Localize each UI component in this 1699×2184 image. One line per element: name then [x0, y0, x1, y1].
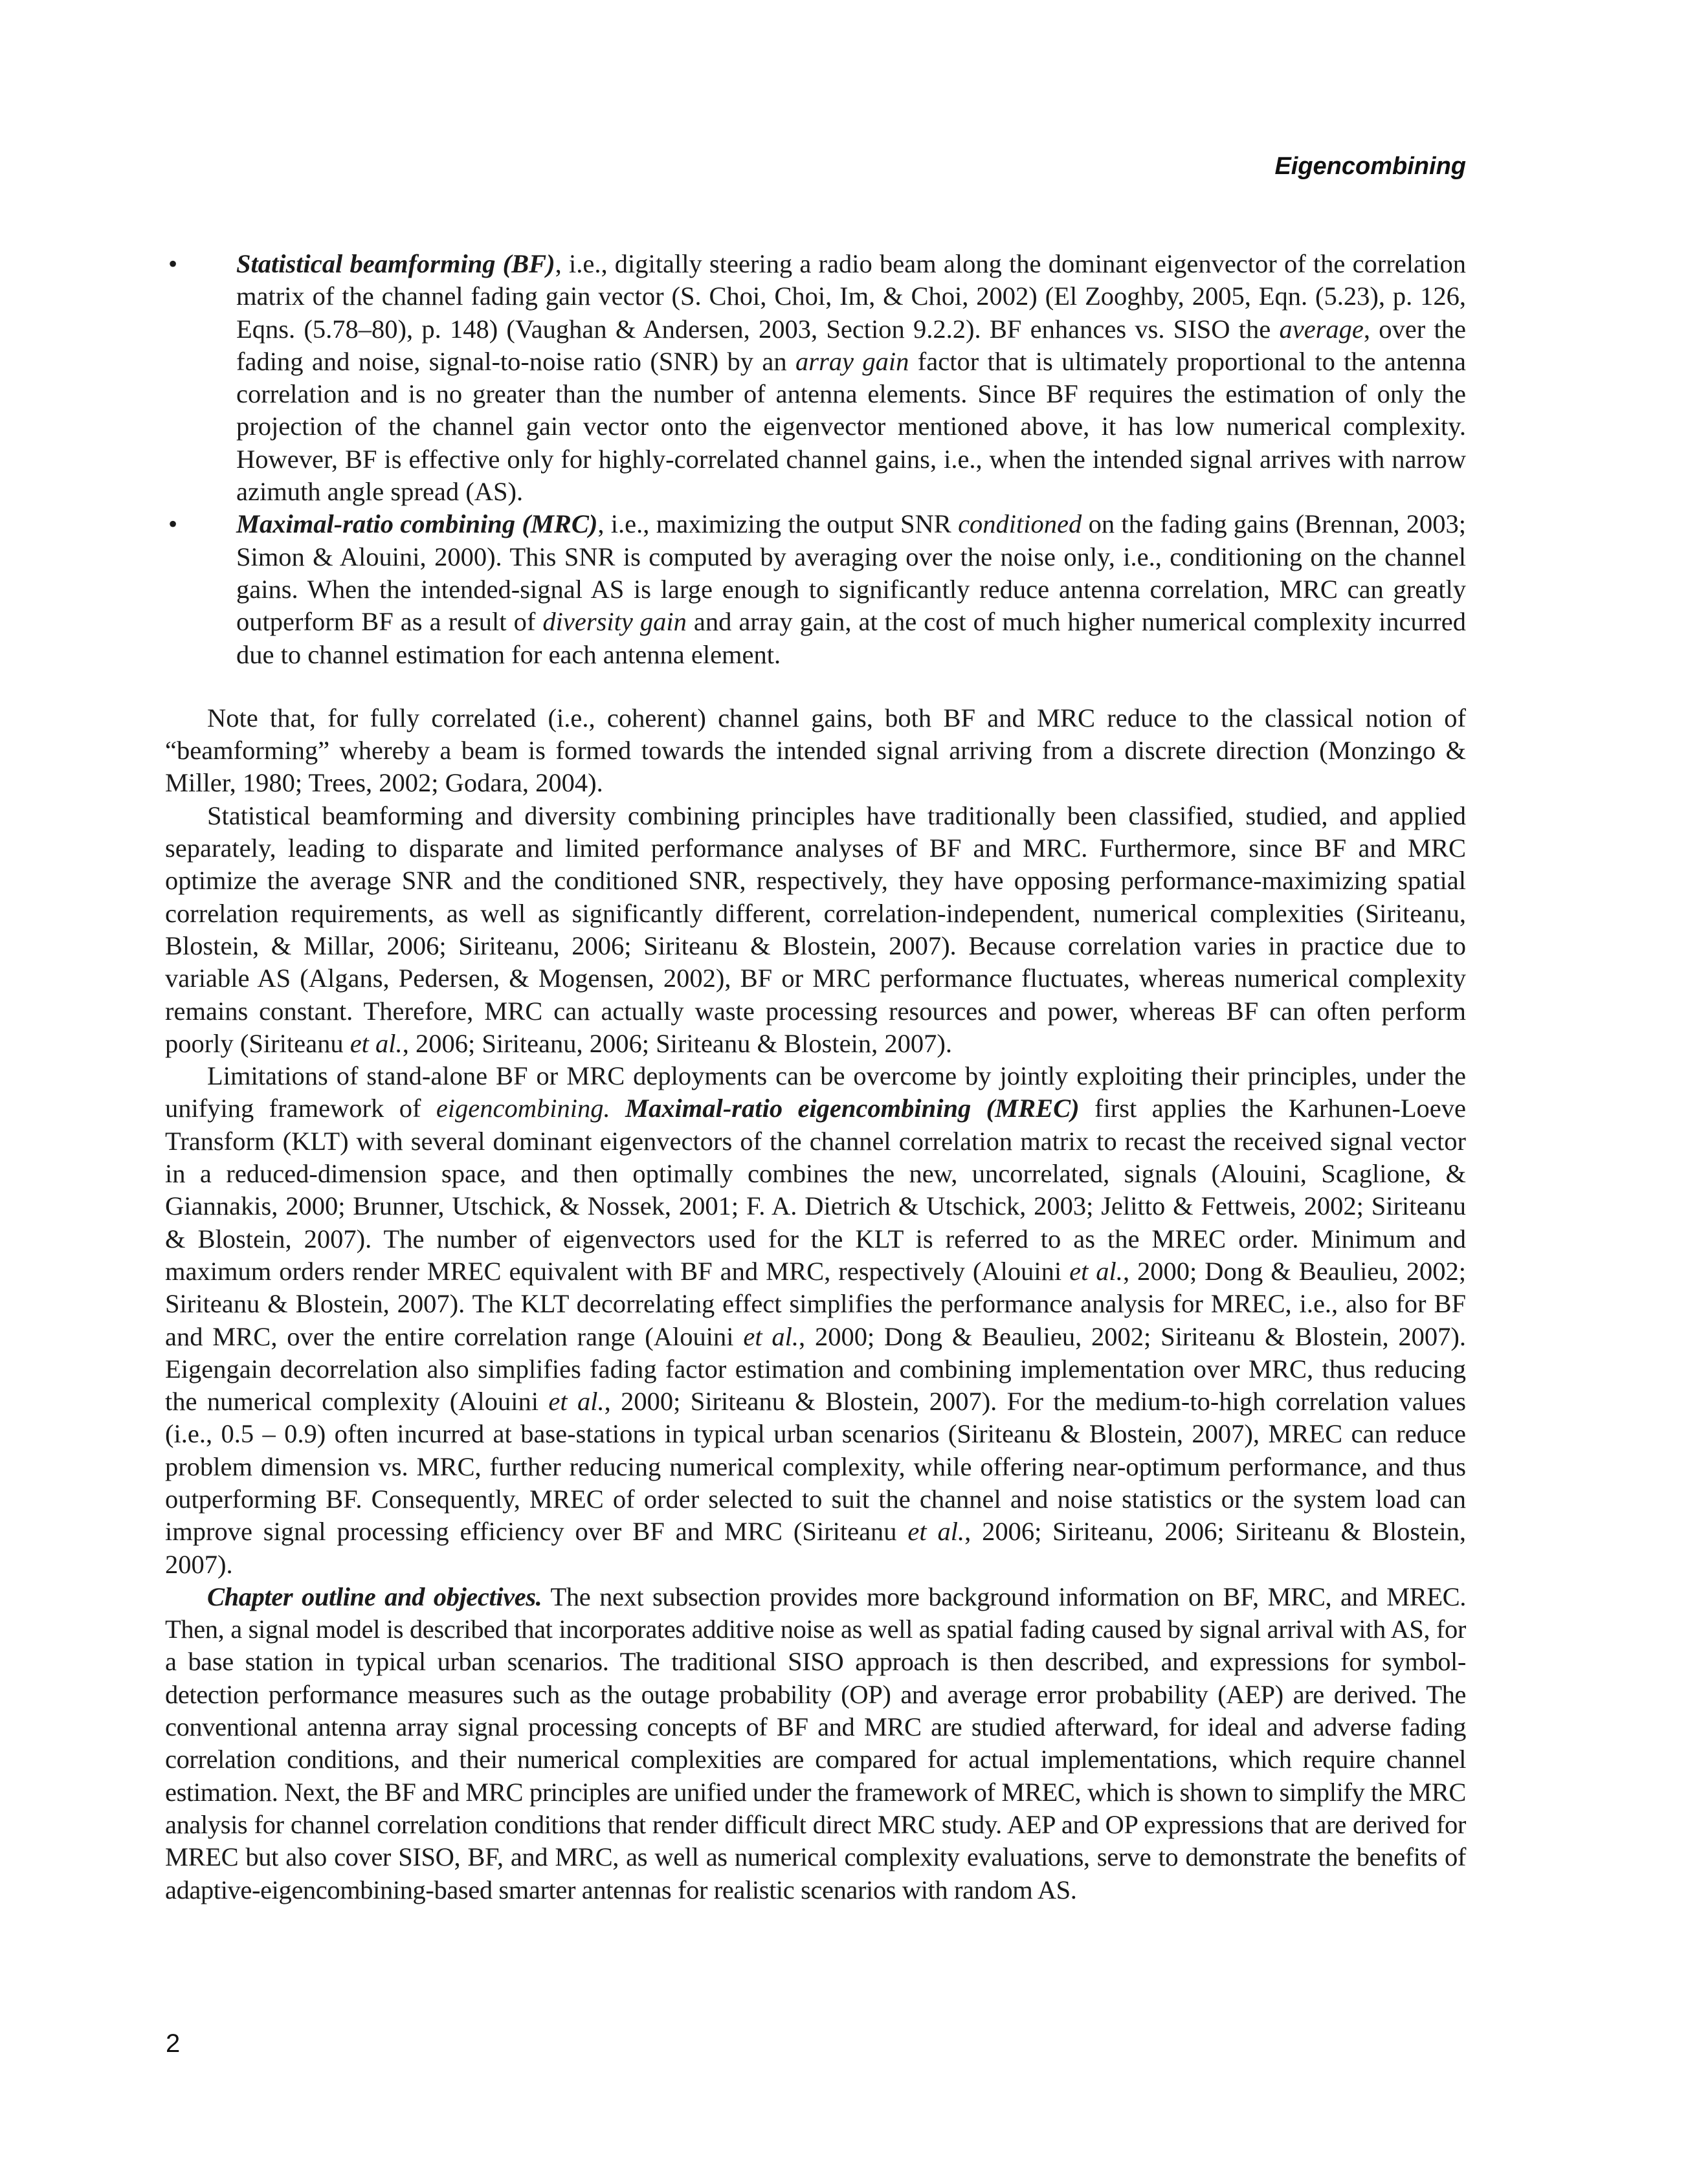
bullet-text: factor that is ultimately proportional to the antenna correlation and is no greater than the number of antenna elements. Since BF requires the estimation of only the projection of the channel gain vector onto the eigenvector mentioned above, it has low numerical complexity. However, BF is effective only for highly-correlated channel gains, i.e., when the intended signal arrives with narrow azimuth angle spread (AS). [236, 346, 1466, 507]
paragraph-text: Limitations of stand-alone BF or MRC deployments can be overcome by jointly exploiting their principles, under the unifying framework of [165, 1061, 1466, 1123]
bullet-dot-icon: • [168, 249, 178, 278]
emphasis-et-al: et al. [548, 1387, 605, 1417]
bullet-item-bf [165, 248, 1466, 508]
emphasis-conditioned: conditioned [958, 509, 1082, 539]
emphasis-average: average [1279, 314, 1364, 344]
paragraph-text: , 2000; Siriteanu & Blostein, 2007). For the medium-to-high correlation values (i.e., 0.5 – 0.9) often incurred at base-stations in typical urban scenarios (Siriteanu & Blostein, 2007), MREC can reduce problem dimension vs. MRC, further reducing numerical complexity, while offering near-optimum performance, and thus outperforming BF. Consequently, MREC of order selected to suit the channel and noise statistics or the system load can improve signal processing efficiency over BF and MRC (Siriteanu [165, 1387, 1466, 1547]
bullet-text: and array gain, at the cost of much higher numerical complexity incurred due to channel estimation for each antenna element. [236, 607, 1466, 669]
emphasis-et-al: et al. [350, 1028, 403, 1058]
term-statistical-beamforming: Statistical beamforming (BF) [236, 249, 555, 278]
paragraph-text: , 2000; Dong & Beaulieu, 2002; Siriteanu & Blostein, 2007). The KLT decorrelating effect simplifies the performance analysis for MREC, i.e., also for BF and MRC, over the entire correlation range (Alouini [165, 1256, 1466, 1351]
body-text [165, 248, 1466, 1906]
term-mrec: Maximal-ratio eigencombining (MREC) [625, 1094, 1080, 1123]
bullet-dot-icon: • [168, 509, 178, 539]
bullet-list [165, 248, 1466, 671]
page-number: 2 [166, 2029, 181, 2058]
paragraph-chapter-outline [165, 1581, 1466, 1906]
paragraph-beamforming-note: Note that, for fully correlated (i.e., coherent) channel gains, both BF and MRC reduce to the classical notion of “beamforming” whereby a beam is formed towards the intended signal arriving from a discrete direction (Monzingo & Miller, 1980; Trees, 2002; Godara, 2004). [165, 703, 1466, 798]
emphasis-et-al: et al. [907, 1517, 965, 1547]
emphasis-et-al: et al. [1069, 1256, 1123, 1286]
paragraph-eigencombining [165, 1060, 1466, 1581]
emphasis-array-gain: array gain [795, 346, 909, 376]
emphasis-eigencombining: eigencombining. [436, 1094, 610, 1123]
bullet-text: , i.e., maximizing the output SNR [597, 509, 959, 539]
bullet-text: , over the fading and noise, signal-to-noise ratio (SNR) by an [236, 314, 1466, 376]
emphasis-et-al: et al. [743, 1321, 799, 1351]
running-header: Eigencombining [1274, 153, 1466, 180]
paragraph-classification [165, 800, 1466, 1060]
paragraph-text: , 2006; Siriteanu, 2006; Siriteanu & Blostein, 2007). [402, 1028, 953, 1058]
term-maximal-ratio-combining: Maximal-ratio combining (MRC) [236, 509, 598, 539]
bullet-text: on the fading gains (Brennan, 2003; Simon & Alouini, 2000). This SNR is computed by averaging over the noise only, i.e., conditioning on the channel gains. When the intended-signal AS is large enough to significantly reduce antenna correlation, MRC can greatly outperform BF as a result of [236, 509, 1467, 637]
bullet-item-mrc [165, 508, 1466, 670]
term-chapter-outline: Chapter outline and objectives. [207, 1582, 542, 1611]
paragraph-text: The next subsection provides more background information on BF, MRC, and MREC. Then, a signal model is described that incorporates additive noise as well as spatial fading caused by signal arrival with AS, for a base station in typical urban scenarios. The traditional SISO approach is then described, and expressions for symbol-detection performance measures such as the outage probability (OP) and average error probability (AEP) are derived. The conventional antenna array signal processing concepts of BF and MRC are studied afterward, for ideal and adverse fading correlation conditions, and their numerical complexities are compared for actual implementations, which require channel estimation. Next, the BF and MRC principles are unified under the framework of MREC, which is shown to simplify the MRC analysis for channel correlation conditions that render difficult direct MRC study. AEP and OP expressions that are derived for MREC but also cover SISO, BF, and MRC, as well as numerical complexity evaluations, serve to demonstrate the benefits of adaptive-eigencombining-based smarter antennas for realistic scenarios with random AS. [165, 1582, 1466, 1904]
paragraph-text: , 2006; Siriteanu, 2006; Siriteanu & Blostein, 2007). [165, 1517, 1467, 1579]
paragraph-text: , 2000; Dong & Beaulieu, 2002; Siriteanu & Blostein, 2007). Eigengain decorrelation also simplifies fading factor estimation and combining implementation over MRC, thus reducing the numerical complexity (Alouini [165, 1321, 1467, 1417]
emphasis-diversity-gain: diversity gain [542, 607, 687, 637]
bullet-text: , i.e., digitally steering a radio beam along the dominant eigenvector of the correlation matrix of the channel fading gain vector (S. Choi, Choi, Im, & Choi, 2002) (El Zooghby, 2005, Eqn. (5.23), p. 126, Eqns. (5.78–80), p. 148) (Vaughan & Andersen, 2003, Section 9.2.2). BF enhances vs. SISO the [236, 249, 1466, 344]
paragraph-text: first applies the Karhunen-Loeve Transform (KLT) with several dominant eigenvectors of the channel correlation matrix to recast the received signal vector in a reduced-dimension space, and then optimally combines the new, uncorrelated, signals (Alouini, Scaglione, & Giannakis, 2000; Brunner, Utschick, & Nossek, 2001; F. A. Dietrich & Utschick, 2003; Jelitto & Fettweis, 2002; Siriteanu & Blostein, 2007). The number of eigenvectors used for the KLT is referred to as the MREC order. Minimum and maximum orders render MREC equivalent with BF and MRC, respectively (Alouini [165, 1094, 1467, 1286]
paragraph-text: Statistical beamforming and diversity combining principles have traditionally been classified, studied, and applied separately, leading to disparate and limited performance analyses of BF and MRC. Furthermore, since BF and MRC optimize the average SNR and the conditioned SNR, respectively, they have opposing performance-maximizing spatial correlation requirements, as well as significantly different, correlation-independent, numerical complexities (Siriteanu, Blostein, & Millar, 2006; Siriteanu, 2006; Siriteanu & Blostein, 2007). Because correlation varies in practice due to variable AS (Algans, Pedersen, & Mogensen, 2002), BF or MRC performance fluctuates, whereas numerical complexity remains constant. Therefore, MRC can actually waste processing resources and power, whereas BF can often perform poorly (Siriteanu [165, 800, 1466, 1058]
paragraph-text [610, 1094, 625, 1123]
